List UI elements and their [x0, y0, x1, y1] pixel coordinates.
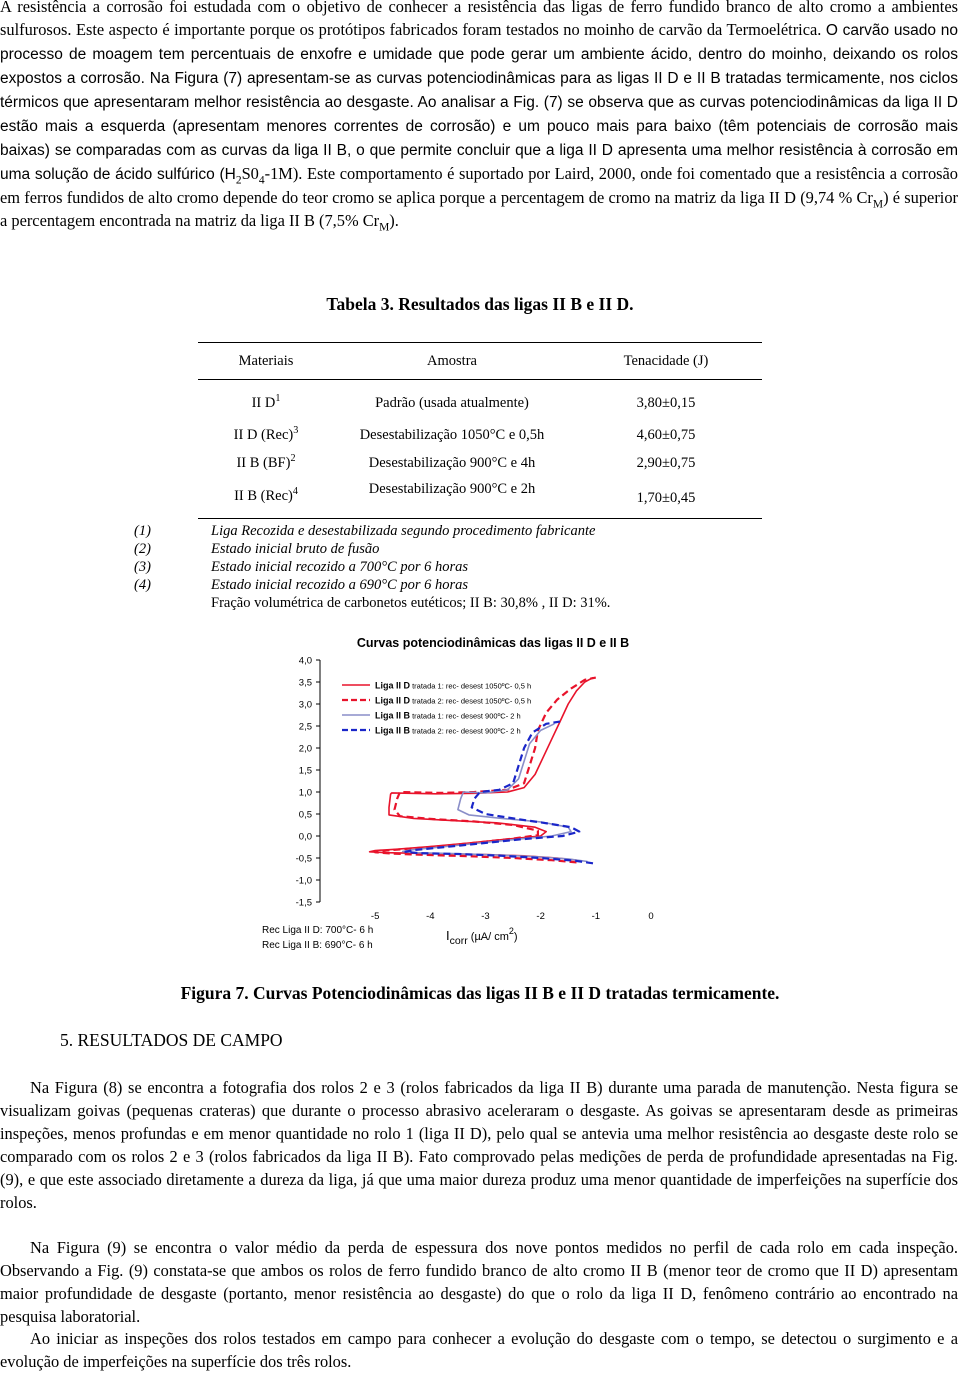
note-text: Estado inicial bruto de fusão — [211, 541, 380, 557]
table-row-material: II D (Rec)$^3$ — [233, 425, 299, 443]
potentiodynamic-chart — [0, 625, 960, 965]
table-bottom-rule — [198, 518, 762, 519]
table-row-amostra: Padrão (usada atualmente) — [375, 395, 529, 411]
note-text: Liga Recozida e desestabilizada segundo procedimento fabricante — [211, 523, 596, 539]
intro-text-f: ) é superior a percentagem encontrada na matriz da liga II B (7,5% Cr — [0, 188, 959, 230]
y-tick-label: -0,5 — [295, 853, 312, 865]
y-tick-label: 3,5 — [298, 677, 312, 689]
y-tick-label: 0,0 — [298, 831, 312, 843]
intro-text-g: ). — [389, 211, 399, 230]
note-text: Estado inicial recozido a 700°C por 6 horas — [211, 559, 468, 575]
table-header-materiais: Materiais — [238, 353, 294, 369]
y-tick-label: 1,0 — [298, 787, 312, 799]
table-header-rule — [198, 379, 762, 380]
section-paragraph-1: Na Figura (8) se encontra a fotografia dos rolos 2 e 3 (rolos fabricados da liga II B) durante uma parada de manutenção. Nesta figura se visualizam goivas (pequenas crateras) que durante o processo abrasivo aceleraram o desgaste. As goivas se apresentaram desde as primeiras inspeções, menos profundas e em menor quantidade no rolo 1 (liga II D), pelo qual se antevia uma melhor resistência ao desgaste deste rolo se comparado com os rolos 2 e 3 (rolos fabricados da liga II B). Fato comprovado pelas medições de perda de profundidade apresentadas na Fig. (9), e que este associado diretamente a dureza da liga, já que uma maior dureza produz uma menor quantidade de imperfeições na superfície dos rolos. — [0, 1078, 958, 1212]
chart-note: Rec Liga II D: 700°C- 6 h — [262, 925, 374, 936]
table-row-amostra: Desestabilização 1050°C e 0,5h — [359, 427, 545, 443]
subscript: M — [379, 221, 390, 234]
intro-text-a: A resistência a corrosão foi estudada com o objetivo de conhecer a resistência das ligas de ferro fundido branco de alto cromo a ambientes sulfurosos. Este aspecto é importante porque os protótipos fabricados foram testados no moinho de carvão da Termoelétrica. — [0, 0, 958, 39]
x-tick-label: -5 — [370, 911, 380, 922]
note-text: Estado inicial recozido a 690°C por 6 horas — [211, 577, 468, 593]
table-row-tenacidade: 4,60±0,75 — [636, 427, 696, 443]
y-tick-label: 3,0 — [298, 699, 312, 711]
intro-paragraph — [0, 0, 958, 232]
table-row-amostra: Desestabilização 900°C e 4h — [368, 455, 536, 471]
y-tick-label: 0,5 — [298, 809, 312, 821]
table-row-amostra: Desestabilização 900°C e 2h — [368, 481, 536, 497]
intro-text-c: Na Figura (7) apresentam-se as curvas potenciodinâmicas para as ligas II D e II B tratadas termicamente, nos ciclos térmicos que apresentaram melhor resistência ao desgaste. Ao analisar a Fig. (7) se observa que as curvas potenciodinâmicas da liga II D estão mais a esquerda (apresentam menores correntes de corrosão) e um pouco mais para baixo (têm potenciais de corrosão mais baixas) se comparadas com as curvas da liga II B, o que permite concluir que a liga II D apresenta uma melhor resistência à corrosão em uma solução de ácido sulfúrico (H — [0, 70, 958, 183]
x-tick-label: -3 — [481, 911, 490, 922]
y-tick-label: 1,5 — [298, 765, 312, 777]
note-number: (2) — [134, 541, 151, 557]
table-row-material: II B (BF)$^2$ — [236, 453, 296, 471]
note-number: (3) — [134, 559, 151, 575]
subscript: 4 — [258, 174, 265, 187]
table-row-material: II B (Rec)$^4$ — [234, 486, 298, 504]
legend-label: Liga II D tratada 1: rec- desest 1050ºC- 0,5 h — [375, 680, 532, 691]
chart-axes — [296, 656, 654, 923]
note-number: (1) — [134, 523, 151, 539]
x-tick-label: -4 — [426, 911, 435, 922]
subscript: M — [872, 198, 884, 211]
y-tick-label: -1,0 — [295, 875, 312, 887]
chart-note: Rec Liga II B: 690°C- 6 h — [262, 940, 373, 951]
table-top-rule — [198, 342, 762, 343]
y-tick-label: 4,0 — [298, 655, 312, 667]
fraction-note: Fração volumétrica de carbonetos eutéticos; II B: 30,8% , II D: 31%. — [211, 595, 611, 611]
x-axis-label: $I_{corr}$ $^{(\mu A/ cm2}_)$ — [446, 926, 518, 947]
section-title: 5. RESULTADOS DE CAMPO — [60, 1030, 283, 1050]
y-tick-label: 2,5 — [298, 721, 312, 733]
table-row-tenacidade: 2,90±0,75 — [636, 455, 696, 471]
table-row-tenacidade: 1,70±0,45 — [636, 490, 696, 506]
table-title: Tabela 3. Resultados das ligas II B e II D. — [326, 294, 634, 314]
chart-title: Curvas potenciodinâmicas das ligas II D e II B — [356, 636, 630, 650]
table-header-tenacidade: Tenacidade (J) — [623, 353, 709, 369]
chart-legend — [342, 681, 531, 736]
x-tick-label: -1 — [591, 911, 601, 922]
legend-label: Liga II B tratada 1: rec- desest 900ºC- 2 h — [375, 710, 521, 721]
subscript: 2 — [235, 174, 242, 187]
intro-text-d: S0 — [241, 164, 259, 183]
legend-label: Liga II B tratada 2: rec- desest 900ºC- 2 h — [375, 725, 521, 736]
x-tick-label: 0 — [648, 911, 654, 922]
y-tick-label: -1,5 — [295, 897, 312, 909]
figure-caption: Figura 7. Curvas Potenciodinâmicas das ligas II B e II D tratadas termicamente. — [180, 983, 780, 1003]
table-row-material: II $D^1$ — [251, 393, 281, 411]
table-row-tenacidade: 3,80±0,15 — [636, 395, 696, 411]
section-paragraph-2: Na Figura (9) se encontra o valor médio da perda de espessura dos nove pontos medidos no perfil de cada rolo em cada inspeção. Observando a Fig. (9) constata-se que ambos os rolos de ferro fundido branco de alto cromo II B (menor teor de cromo que II D) apresentam maior profundidade de desgaste (portanto, menor resistência ao desgaste) do que o rolo da liga II D, fenômeno contrário ao encontrado na pesquisa laboratorial. — [0, 1238, 958, 1326]
y-tick-label: 2,0 — [298, 743, 312, 755]
note-number: (4) — [134, 577, 151, 593]
x-tick-label: -2 — [536, 911, 545, 922]
intro-text-b: O carvão usado no processo de moagem tem percentuais de enxofre e umidade que pode gerar um ambiente ácido, dentro do moinho, deixando os rolos expostos a corrosão. — [0, 22, 958, 87]
intro-text-e: -1M). Este comportamento é suportado por Laird, 2000, onde foi comentado que a resistência a corrosão em ferros fundidos de alto cromo depende do teor cromo se aplica porque a percentagem de cromo na matriz da liga II D (9,74 % Cr — [0, 164, 958, 207]
table-header-amostra: Amostra — [427, 353, 477, 369]
section-paragraph-3: Ao iniciar as inspeções dos rolos testados em campo para conhecer a evolução do desgaste com o tempo, se detectou o surgimento e a evolução de imperfeições na superfície dos três rolos. — [0, 1329, 958, 1371]
legend-label: Liga II D tratada 2: rec- desest 1050ºC- 0,5 h — [375, 695, 532, 706]
